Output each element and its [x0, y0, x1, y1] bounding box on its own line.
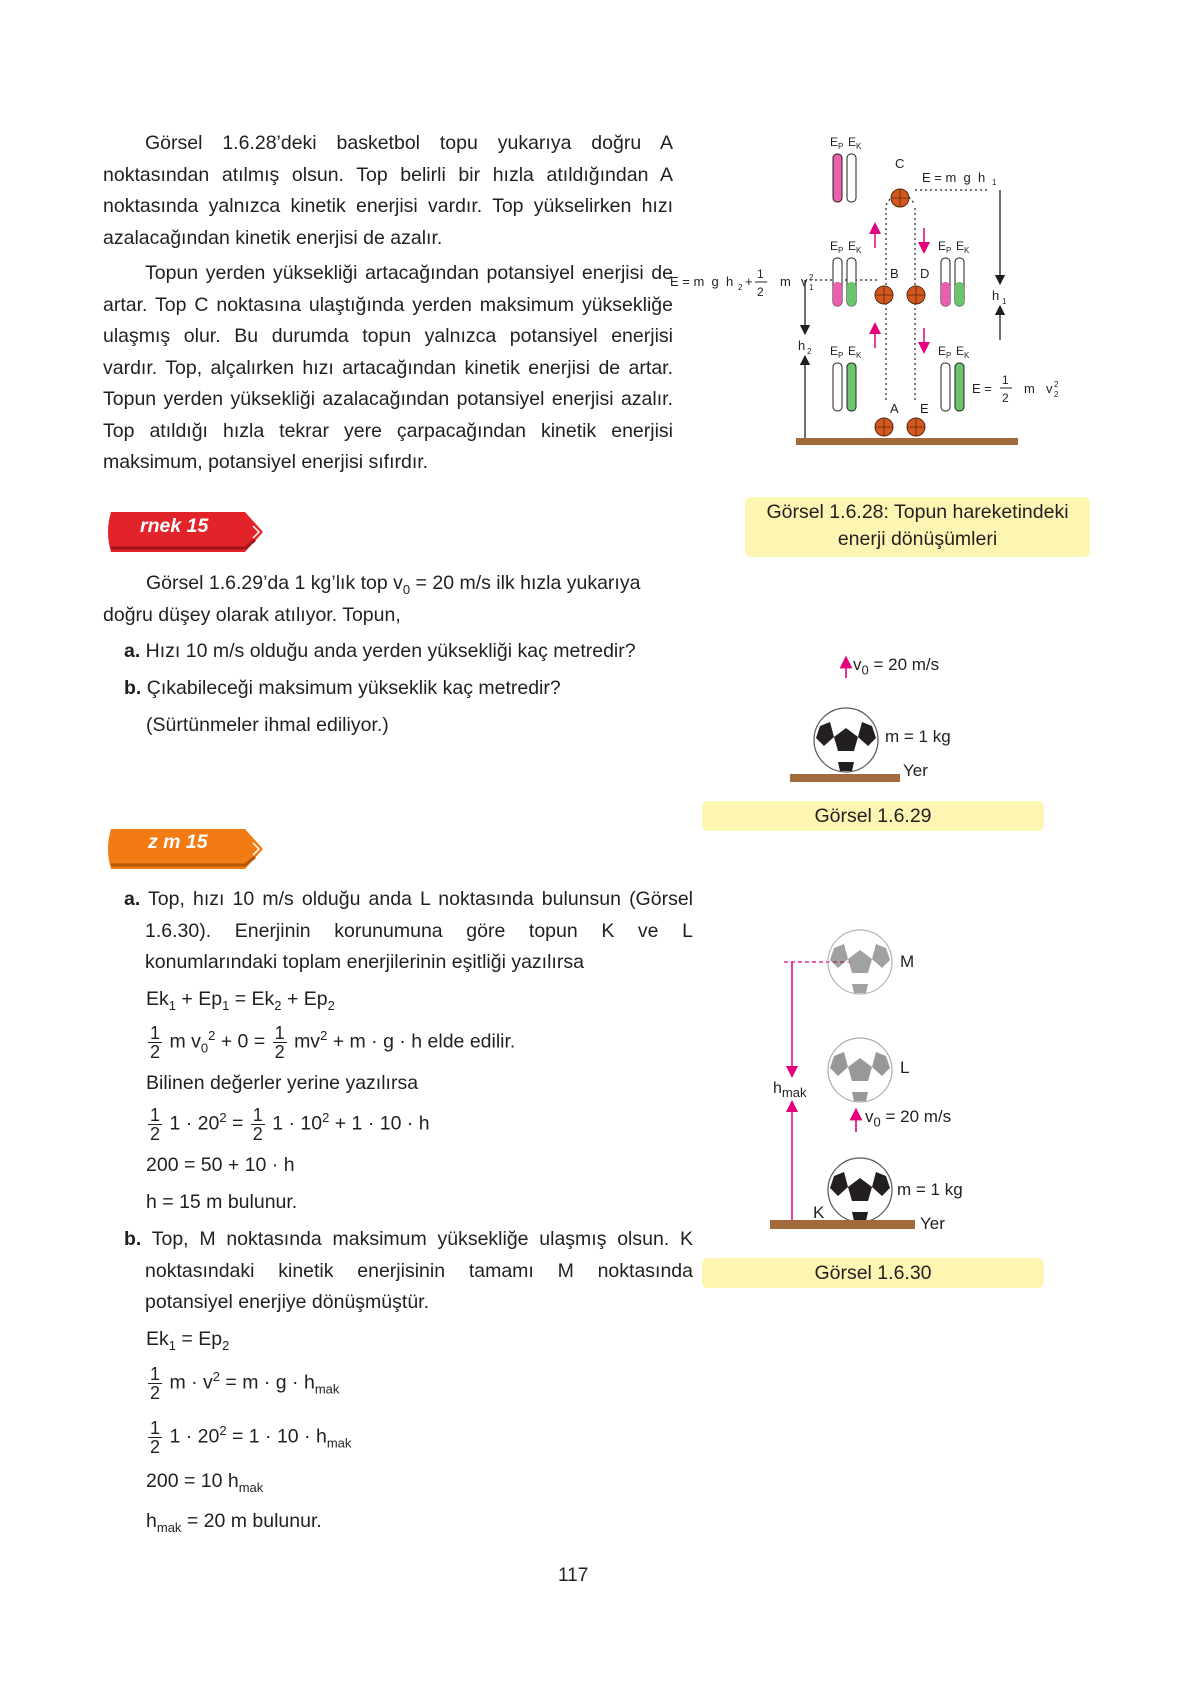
svg-text:P: P [838, 246, 844, 255]
figure-1-6-30-caption: Görsel 1.6.30 [702, 1258, 1044, 1288]
svg-text:1: 1 [757, 267, 764, 281]
svg-text:K: K [964, 246, 970, 255]
ground-bar [790, 774, 900, 782]
svg-text:2: 2 [807, 347, 812, 356]
equation-3: $\frac{1}{2}$ $1 \cdot 20^2$ = $\frac{1}{2}$ $1 \cdot 10^2 + 1 \cdot 10 \cdot h$ [150, 1105, 430, 1144]
point-a-label: A [890, 401, 899, 416]
svg-text:E: E [830, 344, 839, 358]
svg-text:1: 1 [809, 283, 814, 292]
svg-text:E = m g h: E = m g h [922, 170, 986, 185]
svg-text:P: P [946, 351, 952, 360]
svg-text:2: 2 [1054, 380, 1059, 389]
svg-text:E: E [848, 344, 857, 358]
point-c-label: C [895, 156, 905, 171]
equation-10: $h_{mak} = 20$ m bulunur. [146, 1510, 322, 1535]
basketball-e [907, 418, 925, 436]
h2-label: h [798, 338, 806, 353]
equation-1: $Ek_1 + Ep_1 = Ek_2 + Ep_2$ [146, 988, 335, 1013]
svg-text:P: P [838, 142, 844, 151]
svg-text:E: E [848, 135, 857, 149]
known-values-text: Bilinen değerler yerine yazılırsa [146, 1072, 419, 1094]
mass-label-2: m = 1 kg [897, 1180, 963, 1199]
svg-text:2: 2 [738, 283, 743, 292]
point-l-label: L [900, 1058, 910, 1077]
equation-middle [670, 267, 814, 299]
energy-bars-b [830, 239, 862, 306]
svg-text:2: 2 [1054, 390, 1059, 399]
svg-text:E = m g h: E = m g h [670, 274, 734, 289]
equation-8: $\frac{1}{2}$ $1 \cdot 20^2 = 1 \cdot 10 \cdot h_{mak}$ [150, 1418, 352, 1457]
svg-text:m: m [780, 274, 791, 289]
hmak-label: $h_{mak}$ [773, 1080, 807, 1101]
example-line-1: Görsel 1.6.29’da 1 kg’lık top $v_0 = 20$ m/s ilk hızla yukarıya [146, 572, 641, 597]
ground-label: Yer [903, 761, 928, 780]
svg-text:2: 2 [757, 285, 764, 299]
ground-bar [796, 438, 1018, 445]
question-b: b. Çıkabileceği maksimum yükseklik kaç metredir? [124, 677, 561, 699]
point-m-label: M [900, 952, 915, 971]
basketball-b [875, 286, 893, 304]
mass-label: m = 1 kg [885, 727, 951, 746]
svg-text:E: E [938, 344, 947, 358]
basketball-a [875, 418, 893, 436]
figure-1-6-29-caption: Görsel 1.6.29 [702, 801, 1044, 831]
svg-text:2: 2 [1002, 391, 1009, 405]
ground-bar [770, 1220, 915, 1229]
soccer-ball-k [828, 1158, 892, 1222]
svg-text:1: 1 [1002, 297, 1007, 306]
svg-text:E: E [830, 239, 839, 253]
svg-text:K: K [856, 351, 862, 360]
v0-label-2: $v_0 = 20$ m/s [865, 1107, 952, 1130]
equation-7: $\frac{1}{2}$ $m \cdot v^2 = m \cdot g \cdot h_{mak}$ [150, 1364, 340, 1403]
energy-bars-e [938, 344, 970, 411]
svg-text:E: E [848, 239, 857, 253]
svg-text:1: 1 [1002, 373, 1009, 387]
point-d-label: D [920, 266, 930, 281]
equation-6: $Ek_1 = Ep_2$ [146, 1328, 230, 1353]
intro-paragraph-2: Topun yerden yüksekliği artacağından potansiyel enerjisi de artar. Top C noktasına ulaştığında yerden maksimum yüksekliğe ulaşmış olur. Bu durumda topun yalnızca potansiyel enerjisi vardır. Top, alçalırken hızı artacağından kinetik enerjisi de artar. Topun yerden yüksekliği azalacağından potansiyel enerjisi azalır. Top atıldığı hızla tekrar yere çarpacağından kinetik enerjisi maksimum, potansiyel enerjisi sıfırdır. [103, 262, 673, 473]
svg-text:K: K [856, 246, 862, 255]
figure-1-6-28 [670, 130, 1120, 460]
equation-9: 200 = 10 $h_{mak}$ [146, 1470, 264, 1495]
svg-text:P: P [838, 351, 844, 360]
equation-4: 200 = 50 + 10 · h [146, 1154, 295, 1176]
soccer-ball-l [828, 1038, 892, 1102]
point-b-label: B [890, 266, 899, 281]
svg-text:E =: E = [972, 381, 992, 396]
ground-label-2: Yer [920, 1214, 945, 1233]
svg-text:2: 2 [809, 273, 814, 282]
h1-label: h [992, 288, 1000, 303]
equation-bottom [972, 373, 1059, 405]
soccer-ball-m [828, 930, 892, 994]
basketball-d [907, 286, 925, 304]
solution-b-text: b. Top, M noktasında maksimum yüksekliğe ulaşmış olsun. K noktasındaki kinetik enerjisinin tamamı M noktasında potansiyel enerjiye dönüşmüştür. [124, 1228, 693, 1313]
svg-text:E: E [956, 344, 965, 358]
point-k-label: K [813, 1203, 825, 1222]
basketball-c [891, 189, 909, 207]
svg-text:1: 1 [992, 178, 997, 187]
point-e-label: E [920, 401, 929, 416]
svg-text:E: E [938, 239, 947, 253]
energy-bars-a [830, 344, 862, 411]
friction-note: (Sürtünmeler ihmal ediliyor.) [146, 714, 389, 736]
svg-text:m: m [1024, 381, 1035, 396]
equation-2: $\frac{1}{2}$ m $v_0^2 + 0$ = $\frac{1}{2}$ $mv^2 + m \cdot g \cdot h$ elde edilir. [150, 1023, 516, 1062]
figure-1-6-28-caption: Görsel 1.6.28: Topun hareketindeki enerji dönüşümleri [745, 497, 1090, 557]
v0-label: $v_0 = 20$ m/s [853, 655, 940, 678]
svg-text:E: E [956, 239, 965, 253]
intro-paragraph-1: Görsel 1.6.28’deki basketbol topu yukarıya doğru A noktasından atılmış olsun. Top belirli bir hızla atıldığından A noktasında yalnızca kinetik enerjisi vardır. Top yükselirken hızı azalacağından kinetik enerjisi de azalır. [103, 132, 673, 249]
energy-bars-d [938, 239, 970, 306]
solution-a-text: a. Top, hızı 10 m/s olduğu anda L noktasında bulunsun (Görsel 1.6.30). Enerjinin korunumuna göre topun K ve L konumlarındaki toplam enerjilerinin eşitliği yazılırsa [124, 888, 693, 973]
svg-text:E: E [830, 135, 839, 149]
svg-text:K: K [856, 142, 862, 151]
equation-top [922, 170, 997, 187]
page-number: 117 [558, 1565, 589, 1586]
soccer-ball [814, 708, 878, 772]
example-line-2: doğru düşey olarak atılıyor. Topun, [103, 604, 401, 626]
svg-text:+: + [745, 274, 753, 289]
example-tag-label: rnek 15 [140, 515, 209, 537]
svg-text:v: v [801, 274, 808, 289]
energy-bars-top [830, 135, 862, 202]
svg-text:v: v [1046, 381, 1053, 396]
equation-5: h = 15 m bulunur. [146, 1191, 298, 1213]
question-a: a. Hızı 10 m/s olduğu anda yerden yüksekliği kaç metredir? [124, 640, 636, 662]
svg-text:K: K [964, 351, 970, 360]
svg-text:P: P [946, 246, 952, 255]
solution-tag-label: z m 15 [148, 831, 208, 853]
